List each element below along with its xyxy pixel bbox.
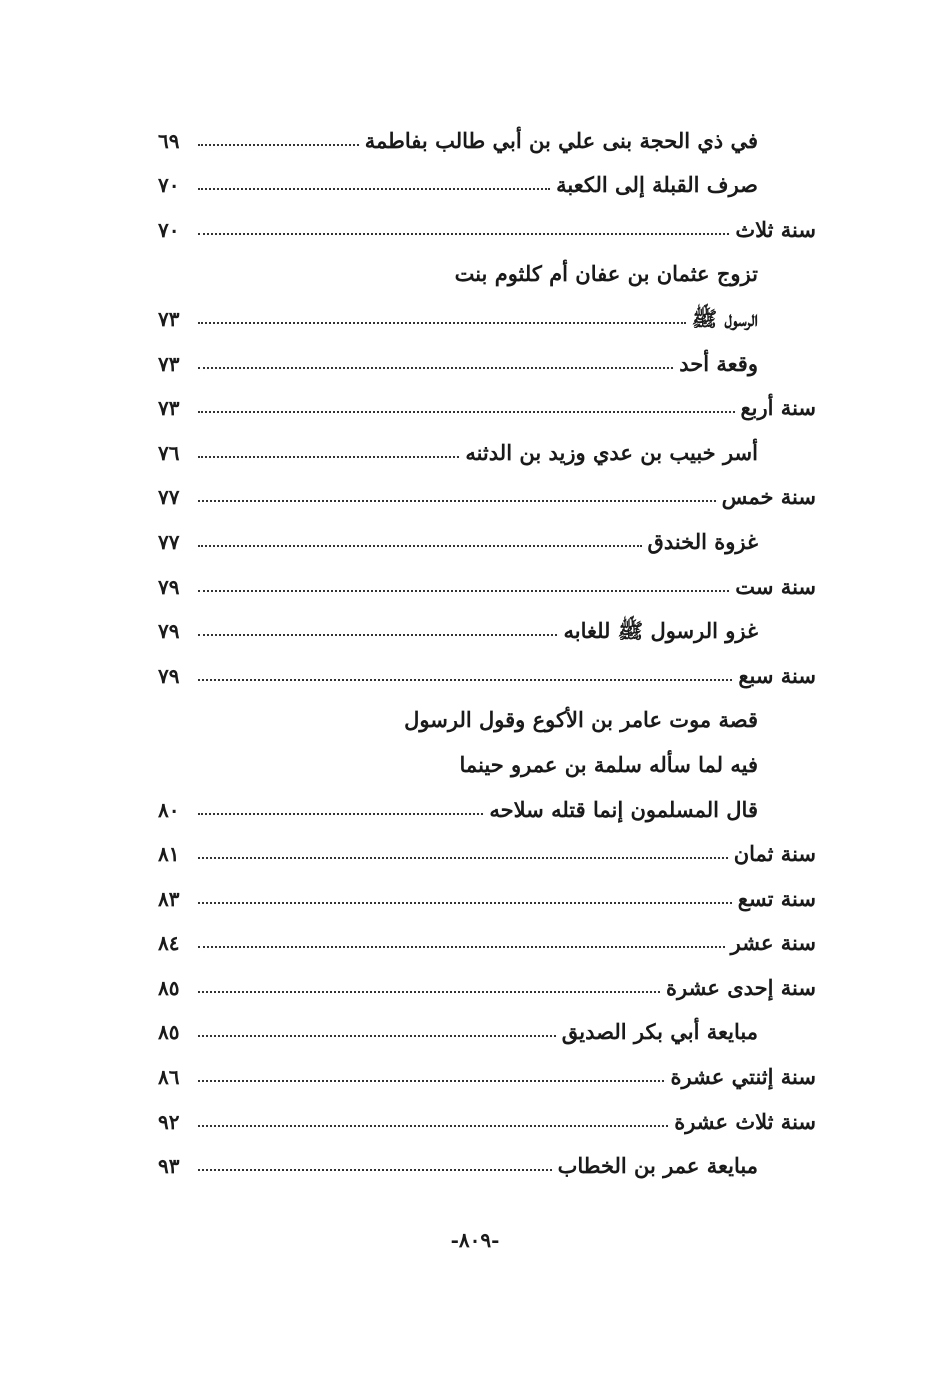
table-of-contents (158, 112, 816, 1182)
dot-leader (198, 367, 673, 369)
toc-entry-title: مبايعة عمر بن الخطاب (557, 1153, 758, 1179)
toc-entry-title: مبايعة أبي بكر الصديق (561, 1019, 758, 1045)
dot-leader (198, 991, 660, 993)
dot-leader (198, 188, 550, 190)
toc-entry (158, 1138, 816, 1183)
toc-entry (158, 157, 816, 202)
toc-entry-title: سنة عشر (730, 930, 816, 956)
dot-leader (198, 545, 642, 547)
dot-leader (198, 946, 725, 948)
toc-entry-page: ٩٣ (158, 1154, 180, 1179)
toc-entry-page: ٦٩ (158, 128, 180, 153)
toc-entry (158, 1048, 816, 1093)
toc-entry-page: ٧٩ (158, 619, 180, 644)
toc-entry (158, 424, 816, 469)
toc-entry-title: غزوة الخندق (647, 528, 758, 554)
toc-entry-title: صرف القبلة إلى الكعبة (556, 172, 758, 198)
toc-entry-title: سنة إحدى عشرة (666, 974, 816, 1000)
toc-entry-page: ٩٢ (158, 1109, 180, 1134)
toc-entry (158, 1004, 816, 1049)
toc-entry (158, 246, 816, 291)
toc-entry (158, 1093, 816, 1138)
toc-entry-page: ٧٠ (158, 173, 180, 198)
toc-entry-title: سنة ثلاث عشرة (674, 1108, 816, 1134)
toc-entry-title: سنة ثمان (733, 841, 816, 867)
toc-entry (158, 870, 816, 915)
toc-entry-page: ٧٣ (158, 306, 180, 331)
toc-entry-page: ٧٩ (158, 574, 180, 599)
toc-entry-title: سنة سبع (738, 662, 816, 688)
toc-entry-title: فيه لما سأله سلمة بن عمرو حينما (459, 751, 758, 777)
toc-entry-title: سنة إثنتي عشرة (670, 1064, 816, 1090)
toc-entry-page: ٨١ (158, 842, 180, 867)
dot-leader (198, 813, 483, 815)
dot-leader (198, 322, 686, 324)
toc-entry-page: ٧٣ (158, 396, 180, 421)
toc-entry (158, 469, 816, 514)
toc-entry-page: ٨٤ (158, 931, 180, 956)
dot-leader (198, 679, 732, 681)
toc-entry (158, 290, 816, 335)
toc-entry-page: ٧٦ (158, 440, 180, 465)
toc-entry (158, 959, 816, 1004)
toc-entry-page: ٧٧ (158, 529, 180, 554)
toc-entry-title: سنة خمس (721, 484, 816, 510)
toc-entry-title: سنة ست (735, 573, 816, 599)
dot-leader (198, 1125, 668, 1127)
toc-entry (158, 112, 816, 157)
toc-entry-title: سنة أربع (740, 395, 816, 421)
toc-entry (158, 603, 816, 648)
toc-entry-page: ٧٠ (158, 217, 180, 242)
dot-leader (198, 857, 728, 859)
dot-leader (198, 1169, 552, 1171)
dot-leader (198, 456, 459, 458)
dot-leader (198, 1080, 664, 1082)
toc-entry (158, 647, 816, 692)
toc-entry-title: الرسول ﷺ (691, 305, 758, 331)
toc-entry-title: غزو الرسول ﷺ للغابه (563, 618, 758, 644)
toc-entry-page: ٧٣ (158, 351, 180, 376)
toc-entry-title: سنة ثلاث (735, 216, 816, 242)
toc-entry (158, 736, 816, 781)
toc-entry-title: أسر خبيب بن عدي وزيد بن الدثنه (465, 439, 758, 465)
toc-entry (158, 513, 816, 558)
toc-entry-page: ٨٠ (158, 797, 180, 822)
toc-entry (158, 826, 816, 871)
dot-leader (198, 590, 729, 592)
page-number: -٨٠٩- (450, 1228, 500, 1252)
toc-entry-title: قال المسلمون إنما قتله سلاحه (489, 796, 758, 822)
toc-entry-page: ٨٦ (158, 1065, 180, 1090)
toc-entry-page: ٨٥ (158, 1020, 180, 1045)
dot-leader (198, 500, 716, 502)
toc-entry-page: ٧٧ (158, 485, 180, 510)
dot-leader (198, 411, 735, 413)
toc-entry (158, 380, 816, 425)
toc-entry-title: وقعة أحد (679, 350, 758, 376)
dot-leader (198, 902, 732, 904)
toc-entry-title: سنة تسع (737, 885, 816, 911)
dot-leader (198, 233, 729, 235)
toc-entry (158, 558, 816, 603)
toc-entry-title: في ذي الحجة بنى علي بن أبي طالب بفاطمة (364, 127, 758, 153)
toc-entry (158, 781, 816, 826)
toc-entry-page: ٨٣ (158, 886, 180, 911)
toc-entry-title: قصة موت عامر بن الأكوع وقول الرسول (404, 707, 758, 733)
toc-entry (158, 201, 816, 246)
toc-entry (158, 692, 816, 737)
toc-entry-page: ٨٥ (158, 975, 180, 1000)
toc-entry (158, 335, 816, 380)
toc-entry (158, 915, 816, 960)
dot-leader (198, 1035, 556, 1037)
toc-entry-page: ٧٩ (158, 663, 180, 688)
toc-entry-title: تزوج عثمان بن عفان أم كلثوم بنت (454, 261, 758, 287)
dot-leader (198, 144, 359, 146)
dot-leader (198, 634, 557, 636)
